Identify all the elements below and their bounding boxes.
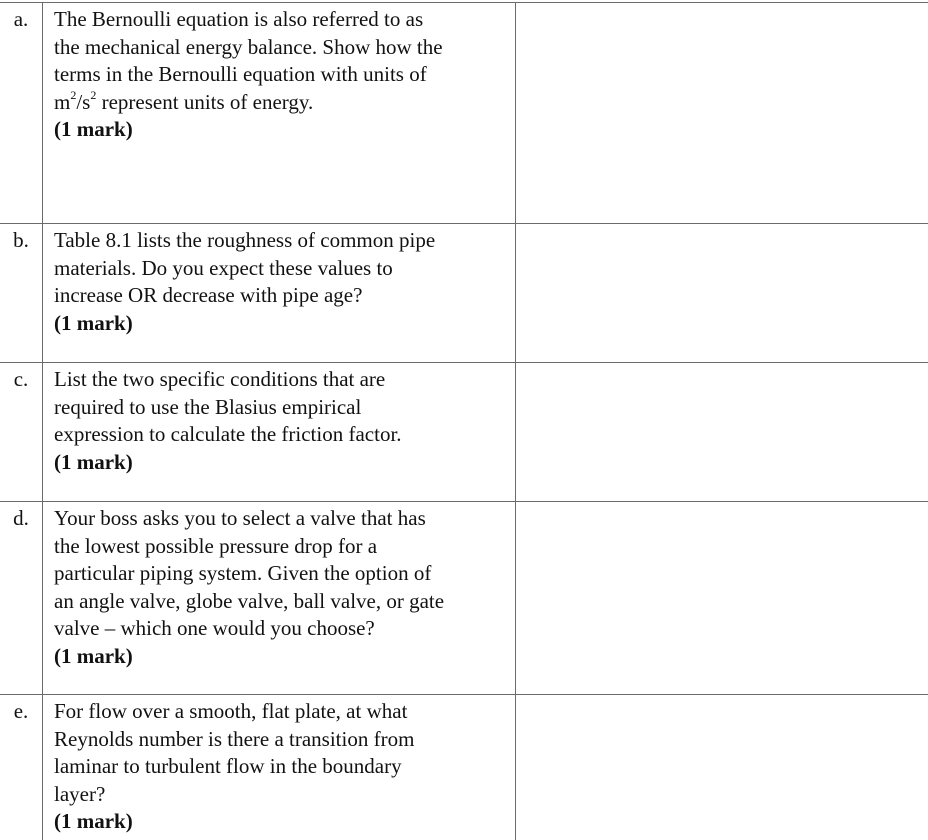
question-row-d (0, 501, 928, 694)
question-letter: e. (13, 699, 29, 723)
question-text (54, 224, 510, 337)
question-line: particular piping system. Given the option of (54, 561, 432, 585)
unit-m-exponent: 2 (70, 87, 77, 102)
question-row-c (0, 362, 928, 501)
question-letter: a. (13, 7, 29, 31)
question-mark: (1 mark) (54, 809, 133, 833)
question-mark: (1 mark) (54, 449, 133, 474)
answer-cell-c[interactable] (516, 363, 928, 501)
question-text (54, 3, 510, 144)
question-row-b (0, 223, 928, 362)
question-line: List the two specific conditions that are (54, 367, 386, 391)
units-line-rest: represent units of energy. (96, 89, 314, 114)
question-line: required to use the Blasius empirical (54, 394, 362, 419)
unit-s: /s (76, 89, 91, 114)
question-line: expression to calculate the friction factor. (54, 422, 402, 446)
answer-cell-b[interactable] (516, 224, 928, 362)
question-text (54, 363, 510, 476)
question-mark: (1 mark) (54, 117, 133, 141)
answer-cell-a[interactable] (516, 3, 928, 223)
question-line: Your boss asks you to select a valve that has (54, 506, 426, 530)
question-line: For flow over a smooth, flat plate, at what (54, 699, 408, 723)
unit-s-exponent: 2 (90, 87, 97, 102)
question-line: increase OR decrease with pipe age? (54, 283, 363, 307)
question-line: the mechanical energy balance. Show how the (54, 34, 443, 59)
question-letter: b. (13, 228, 29, 252)
question-line: laminar to turbulent flow in the boundary (54, 754, 402, 778)
question-letter: c. (13, 367, 29, 391)
question-line: valve – which one would you choose? (54, 616, 375, 640)
unit-m: m (54, 89, 71, 114)
question-line: the lowest possible pressure drop for a (54, 533, 378, 558)
question-mark: (1 mark) (54, 310, 133, 335)
question-letter: d. (13, 506, 29, 530)
question-line: Reynolds number is there a transition from (54, 726, 415, 751)
question-row-e (0, 694, 928, 840)
question-line: terms in the Bernoulli equation with units of (54, 62, 427, 86)
answer-cell-e[interactable] (516, 695, 928, 840)
question-row-a (0, 2, 928, 223)
question-line: an angle valve, globe valve, ball valve, or gate (54, 588, 445, 613)
question-units-line (54, 89, 510, 117)
question-line: The Bernoulli equation is also referred to as (54, 7, 424, 31)
question-line: layer? (54, 781, 106, 806)
question-text (54, 695, 510, 836)
question-mark: (1 mark) (54, 643, 133, 668)
answer-cell-d[interactable] (516, 502, 928, 694)
question-line: materials. Do you expect these values to (54, 255, 393, 280)
question-text (54, 502, 510, 670)
question-line: Table 8.1 lists the roughness of common pipe (54, 228, 436, 252)
